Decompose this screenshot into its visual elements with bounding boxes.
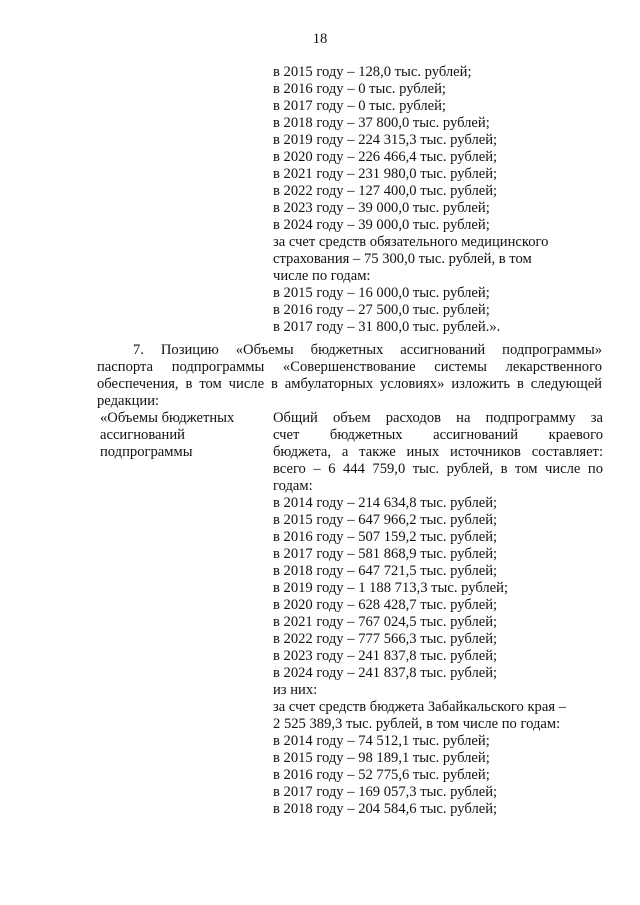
label-line: подпрограммы [100, 444, 193, 460]
value-line: в 2024 году – 241 837,8 тыс. рублей; [273, 665, 498, 681]
value-line: в 2018 году – 647 721,5 тыс. рублей; [273, 563, 498, 579]
list-item: в 2015 году – 128,0 тыс. рублей; [273, 64, 472, 80]
list-item: в 2021 году – 231 980,0 тыс. рублей; [273, 166, 498, 182]
label-line: ассигнований [100, 427, 185, 443]
paragraph-line: паспорта подпрограммы «Совершенствование системы лекарственного [97, 359, 602, 375]
list-item: в 2016 году – 27 500,0 тыс. рублей; [273, 302, 490, 318]
list-item: числе по годам: [273, 268, 371, 284]
value-line: в 2014 году – 74 512,1 тыс. рублей; [273, 733, 490, 749]
value-line: годам: [273, 478, 313, 494]
value-line: в 2018 году – 204 584,6 тыс. рублей; [273, 801, 498, 817]
list-item: в 2016 году – 0 тыс. рублей; [273, 81, 446, 97]
list-item: в 2020 году – 226 466,4 тыс. рублей; [273, 149, 498, 165]
paragraph-line: обеспечения, в том числе в амбулаторных условиях» изложить в следующей [97, 376, 602, 392]
label-line: «Объемы бюджетных [100, 410, 235, 426]
list-item: в 2019 году – 224 315,3 тыс. рублей; [273, 132, 498, 148]
paragraph-line: редакции: [97, 393, 160, 409]
table-label-cell [100, 410, 260, 461]
value-line: за счет средств бюджета Забайкальского края – [273, 699, 566, 715]
list-item: в 2023 году – 39 000,0 тыс. рублей; [273, 200, 490, 216]
value-line: в 2017 году – 581 868,9 тыс. рублей; [273, 546, 498, 562]
value-line: в 2016 году – 507 159,2 тыс. рублей; [273, 529, 498, 545]
list-item: в 2022 году – 127 400,0 тыс. рублей; [273, 183, 498, 199]
value-line: Общий объем расходов на подпрограмму за [273, 410, 603, 426]
list-item: страхования – 75 300,0 тыс. рублей, в том [273, 251, 532, 267]
table-value-cell [273, 410, 603, 818]
value-line: в 2020 году – 628 428,7 тыс. рублей; [273, 597, 498, 613]
value-line: в 2015 году – 647 966,2 тыс. рублей; [273, 512, 498, 528]
value-line: в 2022 году – 777 566,3 тыс. рублей; [273, 631, 498, 647]
value-line: в 2014 году – 214 634,8 тыс. рублей; [273, 495, 498, 511]
value-line: всего – 6 444 759,0 тыс. рублей, в том числе по [273, 461, 603, 477]
value-line: в 2021 году – 767 024,5 тыс. рублей; [273, 614, 498, 630]
list-item: в 2015 году – 16 000,0 тыс. рублей; [273, 285, 490, 301]
paragraph-7 [97, 342, 602, 410]
value-line: в 2016 году – 52 775,6 тыс. рублей; [273, 767, 490, 783]
page-number: 18 [312, 31, 328, 47]
value-line: счет бюджетных ассигнований краевого [273, 427, 603, 443]
list-item: в 2024 году – 39 000,0 тыс. рублей; [273, 217, 490, 233]
value-line: в 2023 году – 241 837,8 тыс. рублей; [273, 648, 498, 664]
list-item: за счет средств обязательного медицинского [273, 234, 549, 250]
list-item: в 2017 году – 31 800,0 тыс. рублей.». [273, 319, 501, 335]
funding-by-year-list [273, 64, 593, 336]
value-line: в 2019 году – 1 188 713,3 тыс. рублей; [273, 580, 509, 596]
value-line: в 2017 году – 169 057,3 тыс. рублей; [273, 784, 498, 800]
value-line: в 2015 году – 98 189,1 тыс. рублей; [273, 750, 490, 766]
value-line: бюджета, а также иных источников составляет: [273, 444, 603, 460]
list-item: в 2018 году – 37 800,0 тыс. рублей; [273, 115, 490, 131]
value-line: из них: [273, 682, 318, 698]
paragraph-line: 7. Позицию «Объемы бюджетных ассигнований подпрограммы» [133, 342, 602, 358]
list-item: в 2017 году – 0 тыс. рублей; [273, 98, 446, 114]
value-line: 2 525 389,3 тыс. рублей, в том числе по годам: [273, 716, 561, 732]
